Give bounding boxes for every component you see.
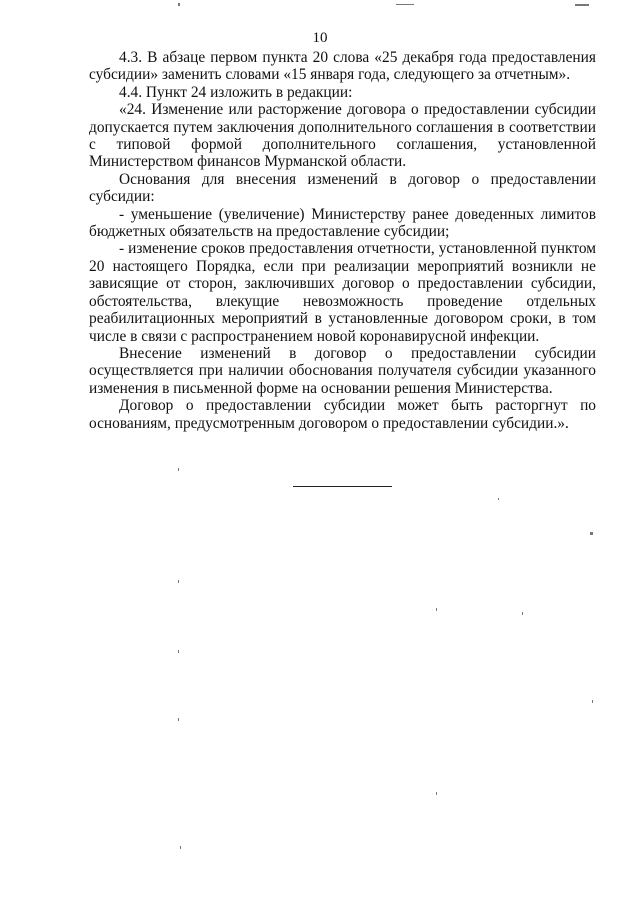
scan-artifact — [178, 3, 180, 6]
scan-artifact — [396, 4, 414, 5]
document-body — [89, 49, 596, 432]
paragraph-amendments: Внесение изменений в договор о предоставлении субсидии осуществляется при наличии обоснования получателя субсидии указанного изменения в письменной форме на основании решения Министерства. — [89, 344, 596, 397]
scan-artifact — [178, 650, 179, 653]
scan-artifact — [436, 792, 437, 795]
paragraph-termination: Договор о предоставлении субсидии может быть расторгнут по основаниям, предусмотренным договором о предоставлении субсидии.». — [89, 397, 596, 432]
scan-artifact — [498, 498, 499, 500]
paragraph-4-4: 4.4. Пункт 24 изложить в редакции: — [119, 83, 353, 101]
scan-artifact — [590, 532, 593, 535]
scan-artifact — [178, 580, 179, 583]
scan-artifact — [178, 718, 179, 721]
scan-artifact — [180, 846, 181, 849]
list-item-deadlines: - изменение сроков предоставления отчетности, установленной пунктом 20 настоящего Порядка, если при реализации мероприятий возникли не зависящие от сторон, заключивших договор о предоставлении субсидии, обстоятельства, влекущие невозможность проведение отдельных реабилитационных мероприятий в установленные договором сроки, в том числе в связи с распространением новой коронавирусной инфекции. — [89, 240, 596, 345]
list-item-limits: - уменьшение (увеличение) Министерству ранее доведенных лимитов бюджетных обязательств на предоставление субсидии; — [89, 205, 596, 241]
page-number: 10 — [312, 30, 328, 46]
paragraph-point-24: «24. Изменение или расторжение договора о предоставлении субсидии допускается путем заключения дополнительного соглашения в соответствии с типовой формой дополнительного соглашения, установленной Министерством финансов Мурманской области. — [89, 101, 596, 171]
paragraph-grounds: Основания для внесения изменений в договор о предоставлении субсидии: — [89, 170, 596, 206]
scan-artifact — [575, 4, 589, 6]
closing-divider — [293, 486, 392, 487]
scan-artifact — [522, 612, 523, 615]
scan-artifact — [592, 700, 593, 703]
scan-artifact — [178, 468, 179, 471]
scan-artifact — [436, 608, 437, 611]
paragraph-4-3: 4.3. В абзаце первом пункта 20 слова «25 декабря года предоставления субсидии» заменить словами «15 января года, следующего за отчетным». — [89, 49, 596, 84]
